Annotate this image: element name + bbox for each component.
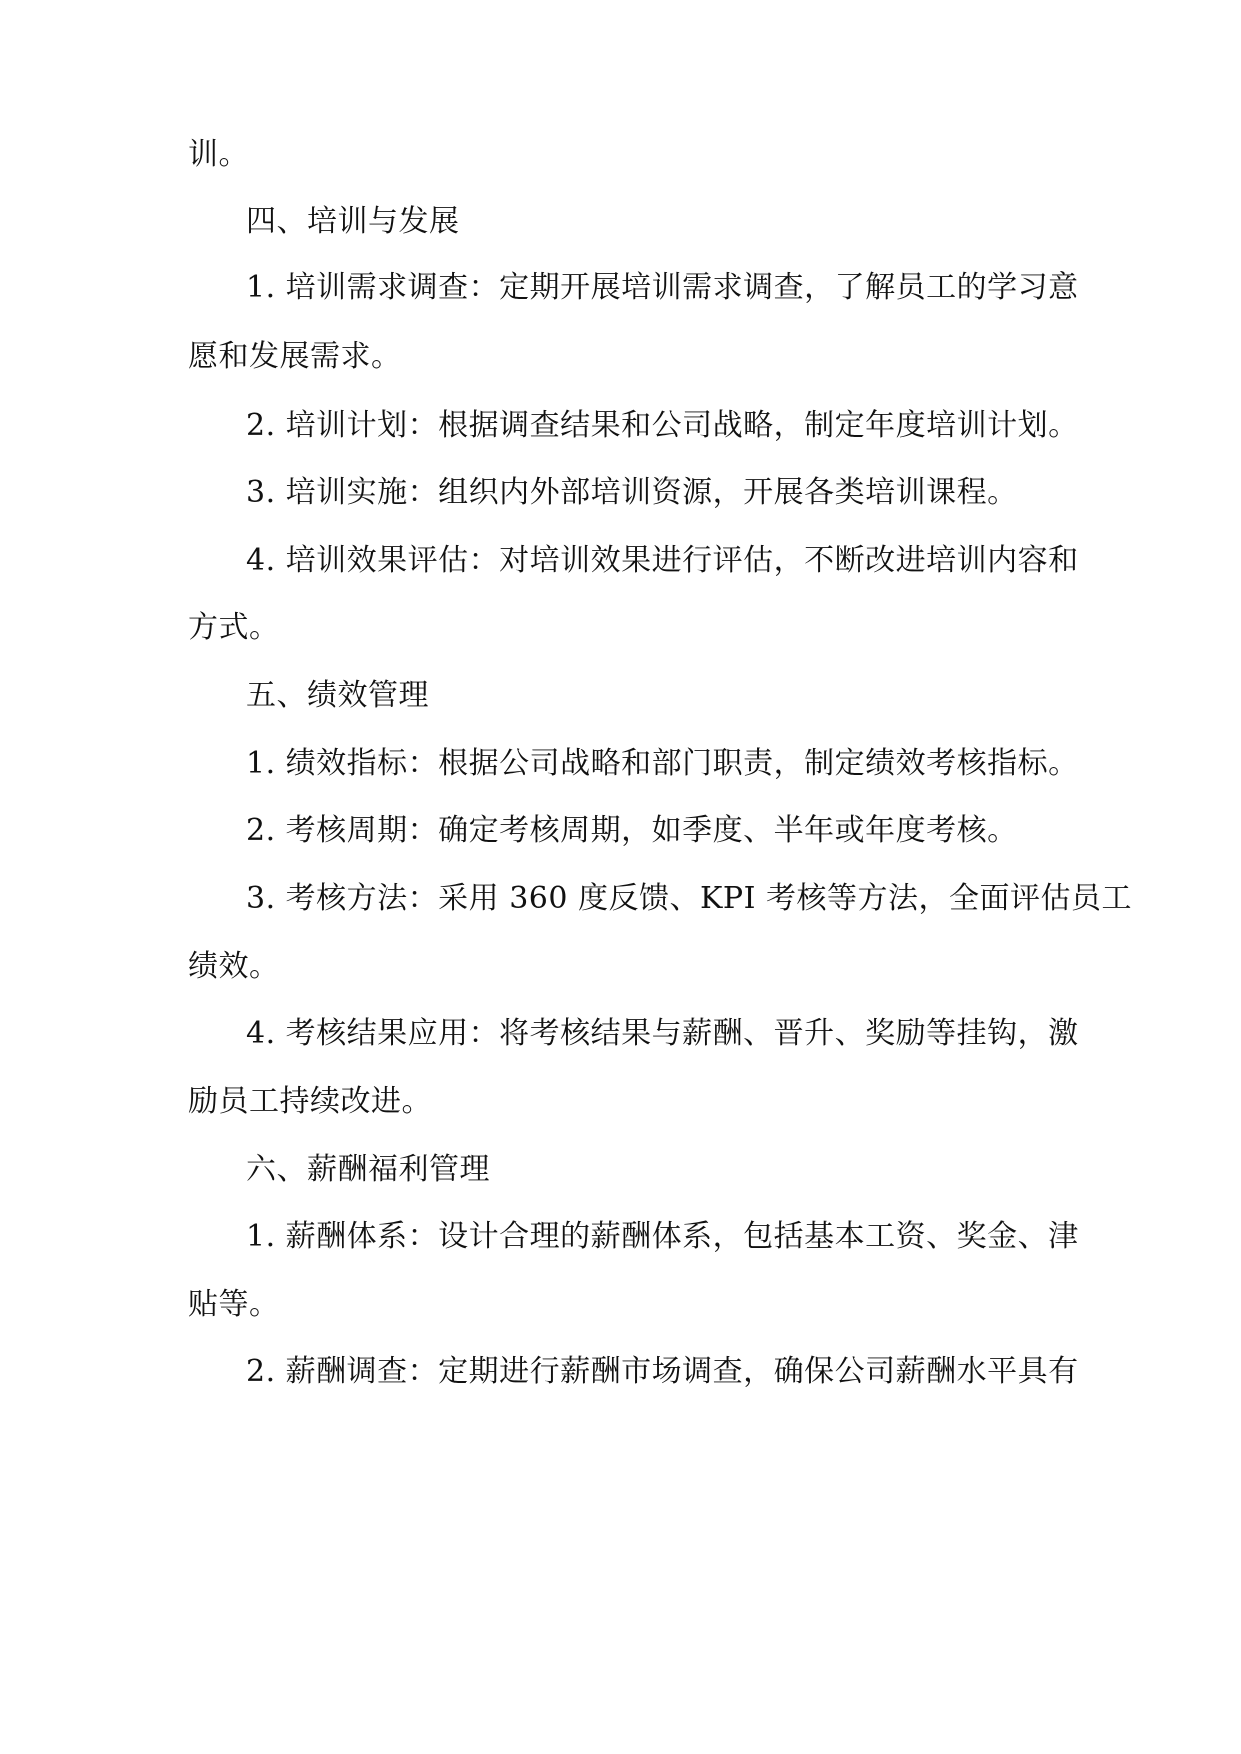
text-line: 3. 考核方法：采用 360 度反馈、KPI 考核等方法，全面评估员工 [246, 881, 1132, 916]
text-line: 贴等。 [188, 1287, 280, 1322]
section-heading: 五、绩效管理 [246, 678, 429, 713]
text-line: 愿和发展需求。 [188, 339, 402, 374]
text-line: 4. 培训效果评估：对培训效果进行评估，不断改进培训内容和 [246, 543, 1079, 578]
text-line: 2. 培训计划：根据调查结果和公司战略，制定年度培训计划。 [246, 408, 1079, 443]
text-line: 绩效。 [188, 949, 280, 984]
text-line: 励员工持续改进。 [188, 1084, 432, 1119]
text-line: 训。 [188, 137, 249, 172]
text-line: 2. 薪酬调查：定期进行薪酬市场调查，确保公司薪酬水平具有 [246, 1354, 1079, 1389]
text-line: 2. 考核周期：确定考核周期，如季度、半年或年度考核。 [246, 813, 1018, 848]
text-line: 方式。 [188, 610, 280, 645]
text-line: 3. 培训实施：组织内外部培训资源，开展各类培训课程。 [246, 475, 1018, 510]
section-heading: 六、薪酬福利管理 [246, 1152, 490, 1187]
section-heading: 四、培训与发展 [246, 204, 460, 239]
text-line: 1. 薪酬体系：设计合理的薪酬体系，包括基本工资、奖金、津 [246, 1219, 1079, 1254]
text-line: 4. 考核结果应用：将考核结果与薪酬、晋升、奖励等挂钩，激 [246, 1016, 1079, 1051]
text-line: 1. 绩效指标：根据公司战略和部门职责，制定绩效考核指标。 [246, 746, 1079, 781]
text-line: 1. 培训需求调查：定期开展培训需求调查，了解员工的学习意 [246, 270, 1079, 305]
